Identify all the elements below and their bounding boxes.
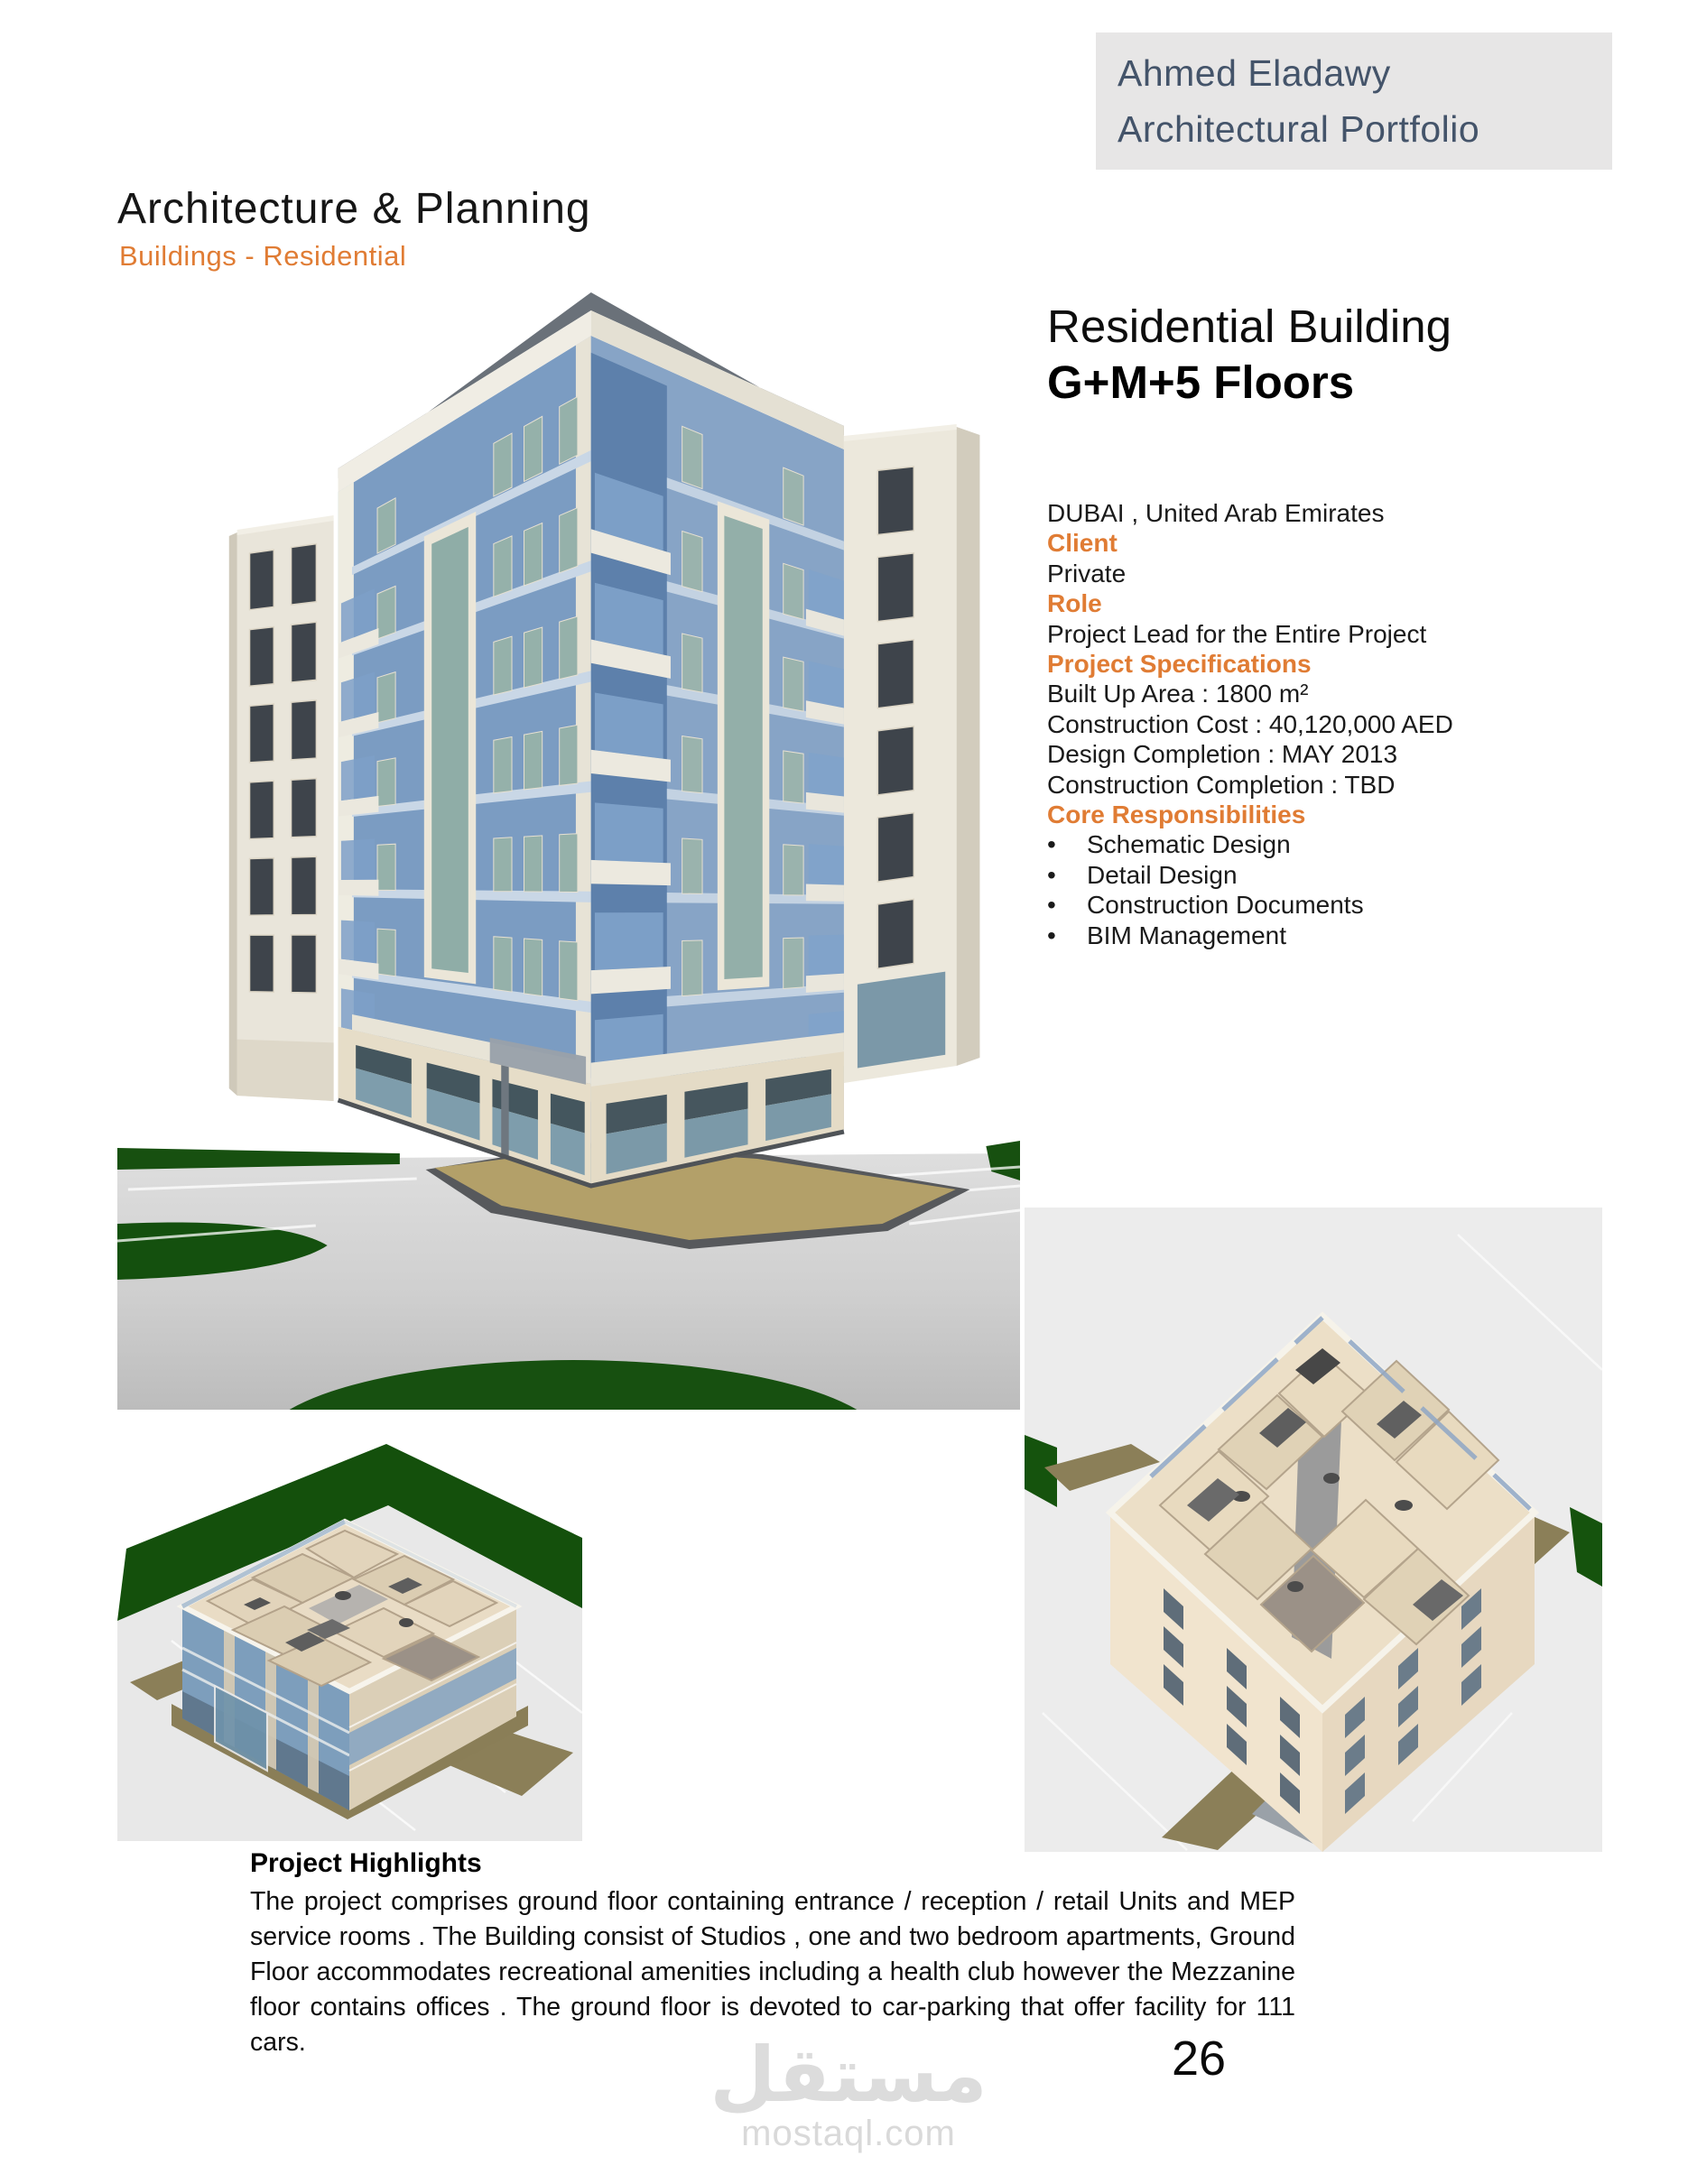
main-building-render [117,282,1020,1410]
role-value: Project Lead for the Entire Project [1047,619,1427,648]
specs-label: Project Specifications [1047,650,1312,679]
project-title-line1: Residential Building [1047,301,1451,352]
responsibilities-label: Core Responsibilities [1047,800,1306,829]
spec-line: Construction Cost : 40,120,000 AED [1047,709,1453,738]
section-title: Architecture & Planning [117,185,591,233]
portfolio-author: Ahmed Eladawy [1118,52,1391,94]
client-label: Client [1047,529,1118,558]
responsibility-item: • BIM Management [1047,921,1286,949]
highlights-title: Project Highlights [250,1848,482,1878]
bullet-glyph: • [1047,921,1056,949]
portfolio-header-box [1096,32,1612,170]
spec-line: Design Completion : MAY 2013 [1047,740,1398,769]
bullet-glyph: • [1047,830,1056,859]
project-title-block [1047,300,1625,412]
client-value: Private [1047,559,1127,588]
project-title-line2: G+M+5 Floors [1047,356,1355,408]
floorplan-cutaway-left-render [117,1415,582,1841]
spec-line: Built Up Area : 1800 m² [1047,680,1309,708]
project-location: DUBAI , United Arab Emirates [1047,499,1385,527]
responsibility-item: • Construction Documents [1047,891,1364,920]
role-label: Role [1047,589,1102,618]
portfolio-title: Architectural Portfolio [1118,108,1480,150]
project-details [1047,498,1643,950]
bullet-glyph: • [1047,860,1056,889]
watermark-latin: mostaql.com [741,2114,956,2153]
highlights-body: The project comprises ground floor containing entrance / reception / retail Units and MEP service rooms . The Building consist of Studios , one and two bedroom apartments, Ground Floor accommodates recreational amenities including a health club however the Mezzanine floor contains offices . The ground floor is devoted to car-parking that offer facility for 111 cars. [250,1887,1295,2057]
responsibility-item: • Schematic Design [1047,830,1291,859]
section-subtitle: Buildings - Residential [119,240,407,272]
page-number: 26 [1172,2031,1227,2086]
bullet-glyph: • [1047,891,1056,920]
responsibility-item: • Detail Design [1047,860,1238,889]
watermark [672,2031,1025,2153]
project-highlights [250,1848,1295,2060]
spec-line: Construction Completion : TBD [1047,770,1396,799]
watermark-arabic: مستقل [710,2031,988,2119]
floorplan-cutaway-right-render [1025,1208,1602,1852]
